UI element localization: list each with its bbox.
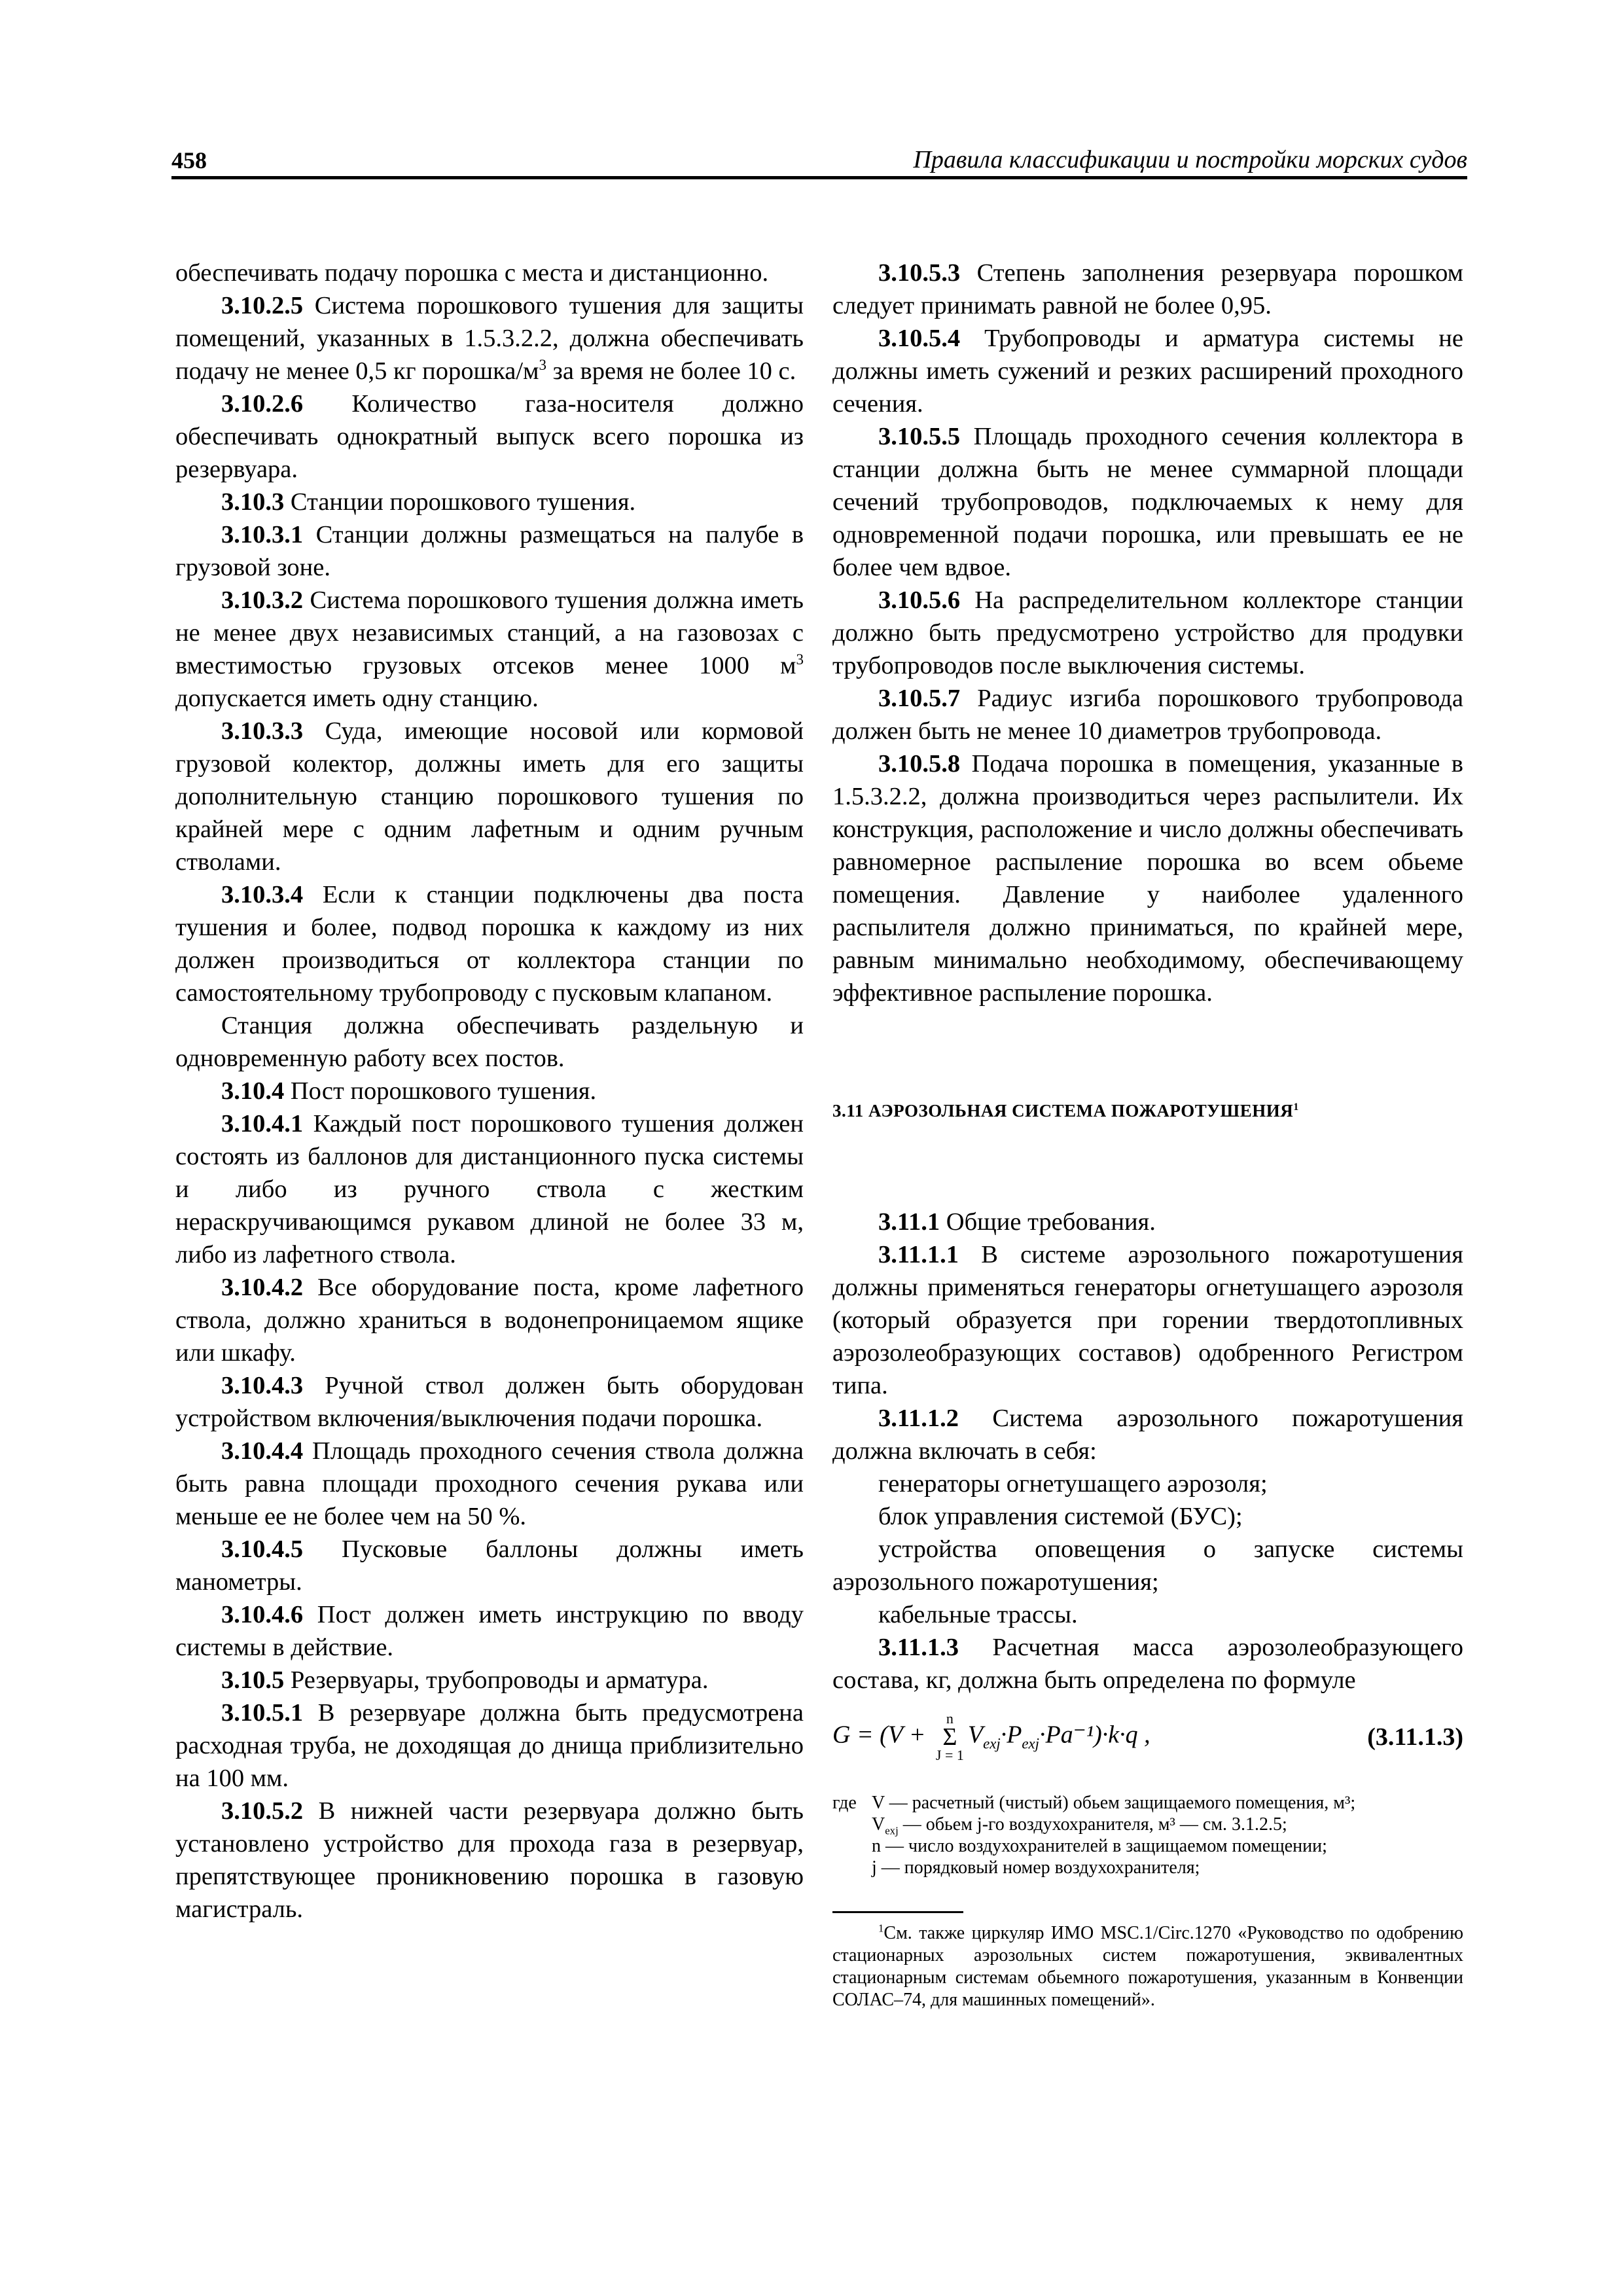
running-title: Правила классификации и постройки морских судов: [913, 146, 1467, 173]
subsection-heading: 3.10.4 Пост порошкового тушения.: [221, 1077, 597, 1105]
paragraph: 3.10.2.6 Количество газа-носителя должно обеспечивать однократный выпуск всего порошка из резервуара.: [175, 390, 804, 483]
paragraph: 3.10.3.2 Система порошкового тушения должна иметь не менее двух независимых станций, а на газовозах с вместимостью грузовых отсеков менее 1000 $м^3$ допускается иметь одну станцию.: [175, 586, 804, 712]
header-rule: [171, 176, 1467, 179]
sum-operator: n Σ J = 1: [935, 1710, 964, 1763]
paragraph: 3.10.5.4 Трубопроводы и арматура системы не должны иметь сужений и резких расширений проходного сечения.: [832, 325, 1463, 418]
subsection-heading: 3.10.3 Станции порошкового тушения.: [221, 488, 636, 516]
paragraph: 3.10.4.2 Все оборудование поста, кроме лафетного ствола, должно храниться в водонепроницаемом ящике или шкафу.: [175, 1274, 804, 1367]
paragraph: 3.10.4.1 Каждый пост порошкового тушения должен состоять из баллонов для дистанционного пуска системы и либо из ручного ствола с жестким нераскручивающимся рукавом длиной не более 33 м, либо из лафетного ствола.: [175, 1110, 804, 1268]
formula-number: (3.11.1.3): [1367, 1723, 1463, 1751]
list-item: генераторы огнетушащего аэрозоля;: [878, 1470, 1268, 1498]
paragraph: обеспечивать подачу порошка с места и дистанционно.: [175, 259, 769, 287]
paragraph: 3.11.1.1 В системе аэрозольного пожаротушения должны применяться генераторы огнетушащего аэрозоля (который образуется при горении твердотопливных аэрозолеобразующих составов) одобренного Регистром типа.: [832, 1241, 1463, 1399]
paragraph: 3.10.3.1 Станции должны размещаться на палубе в грузовой зоне.: [175, 521, 804, 581]
list-item: блок управления системой (БУС);: [878, 1503, 1243, 1530]
formula-legend: где V — расчетный (чистый) обьем защищаемого помещения, м³; $V_{exj}$ — обьем j-го воздухохранителя, м³ — см. 3.1.2.5; n — число воздухохранителей в защищаемом помещении; j — порядковый номер воздухохранителя;: [832, 1793, 1356, 1878]
paragraph: Станция должна обеспечивать раздельную и одновременную работу всех постов.: [175, 1012, 804, 1072]
page-header: [171, 145, 1467, 179]
paragraph: 3.10.4.3 Ручной ствол должен быть оборудован устройством включения/выключения подачи порошка.: [175, 1372, 804, 1432]
formula-expression: G = (V + n Σ J = 1 $V_{exj}\cdot P_{exj}\cdot Pa^{-1})\cdot k\cdot q$ ,: [832, 1710, 1150, 1763]
paragraph: 3.10.5.8 Подача порошка в помещения, указанные в 1.5.3.2.2, должна производиться через распылители. Их конструкция, расположение и число должны обеспечивать равномерное распыление порошка во всем обьеме помещения. Давление у наиболее удаленного распылителя должно приниматься, по крайней мере, равным минимально необходимому, обеспечивающему эффективное распыление порошка.: [832, 750, 1463, 1007]
paragraph: 3.10.3.4 Если к станции подключены два поста тушения и более, подвод порошка к каждому из них должен производиться от коллектора станции по самостоятельному трубопроводу с пусковым клапаном.: [175, 881, 804, 1007]
subsection-heading: 3.11.1 Общие требования.: [878, 1208, 1156, 1236]
paragraph: 3.10.5.5 Площадь проходного сечения коллектора в станции должна быть не менее суммарной площади сечений трубопроводов, подключаемых к нему для одновременной подачи порошка, или превышать ее не более чем вдвое.: [832, 423, 1463, 581]
section-title: 3.11 АЭРОЗОЛЬНАЯ СИСТЕМА ПОЖАРОТУШЕНИЯ$^1$: [832, 1101, 1299, 1121]
list-item: устройства оповещения о запуске системы аэрозольного пожаротушения;: [832, 1535, 1463, 1596]
paragraph: 3.10.2.5 Система порошкового тушения для защиты помещений, указанных в 1.5.3.2.2, должна обеспечивать подачу не менее 0,5 кг порошка/$м^3$ за время не более 10 с.: [175, 292, 804, 385]
paragraph: 3.10.3.3 Суда, имеющие носовой или кормовой грузовой колектор, должны иметь для его защиты дополнительную станцию порошкового тушения по крайней мере с одним лафетным и одним ручным стволами.: [175, 717, 804, 876]
paragraph: 3.10.5.1 В резервуаре должна быть предусмотрена расходная труба, не доходящая до днища приблизительно на 100 мм.: [175, 1699, 804, 1792]
paragraph: 3.10.4.5 Пусковые баллоны должны иметь манометры.: [175, 1535, 804, 1596]
list-item: кабельные трассы.: [878, 1601, 1078, 1628]
formula: [832, 1706, 1463, 1768]
paragraph: 3.10.4.6 Пост должен иметь инструкцию по вводу системы в действие.: [175, 1601, 804, 1661]
paragraph: 3.10.5.2 В нижней части резервуара должно быть установлено устройство для прохода газа в резервуар, препятствующее проникновению порошка в газовую магистраль.: [175, 1797, 804, 1923]
footnote-rule: [832, 1911, 963, 1913]
paragraph: 3.10.5.6 На распределительном коллекторе станции должно быть предусмотрено устройство для продувки трубопроводов после выключения системы.: [832, 586, 1463, 679]
paragraph: 3.11.1.2 Система аэрозольного пожаротушения должна включать в себя:: [832, 1405, 1463, 1465]
footnote: $^1$См. также циркуляр ИМО MSC.1/Circ.1270 «Руководство по одобрению стационарных аэрозольных систем пожаротушения, эквивалентных стационарным системам обьемного пожаротушения, указанным в Конвенции СОЛАС–74, для машинных помещений».: [832, 1922, 1463, 2010]
right-column: [832, 257, 1463, 2011]
paragraph: 3.10.5.3 Степень заполнения резервуара порошком следует принимать равной не более 0,95.: [832, 259, 1463, 319]
paragraph: 3.10.5.7 Радиус изгиба порошкового трубопровода должен быть не менее 10 диаметров трубопровода.: [832, 685, 1463, 745]
left-column: [175, 257, 804, 1926]
page-number: 458: [171, 147, 207, 173]
subsection-heading: 3.10.5 Резервуары, трубопроводы и арматура.: [221, 1666, 709, 1694]
paragraph: 3.11.1.3 Расчетная масса аэрозолеобразующего состава, кг, должна быть определена по формуле: [832, 1634, 1463, 1694]
paragraph: 3.10.4.4 Площадь проходного сечения ствола должна быть равна площади проходного сечения рукава или меньше ее не более чем на 50 %.: [175, 1437, 804, 1530]
